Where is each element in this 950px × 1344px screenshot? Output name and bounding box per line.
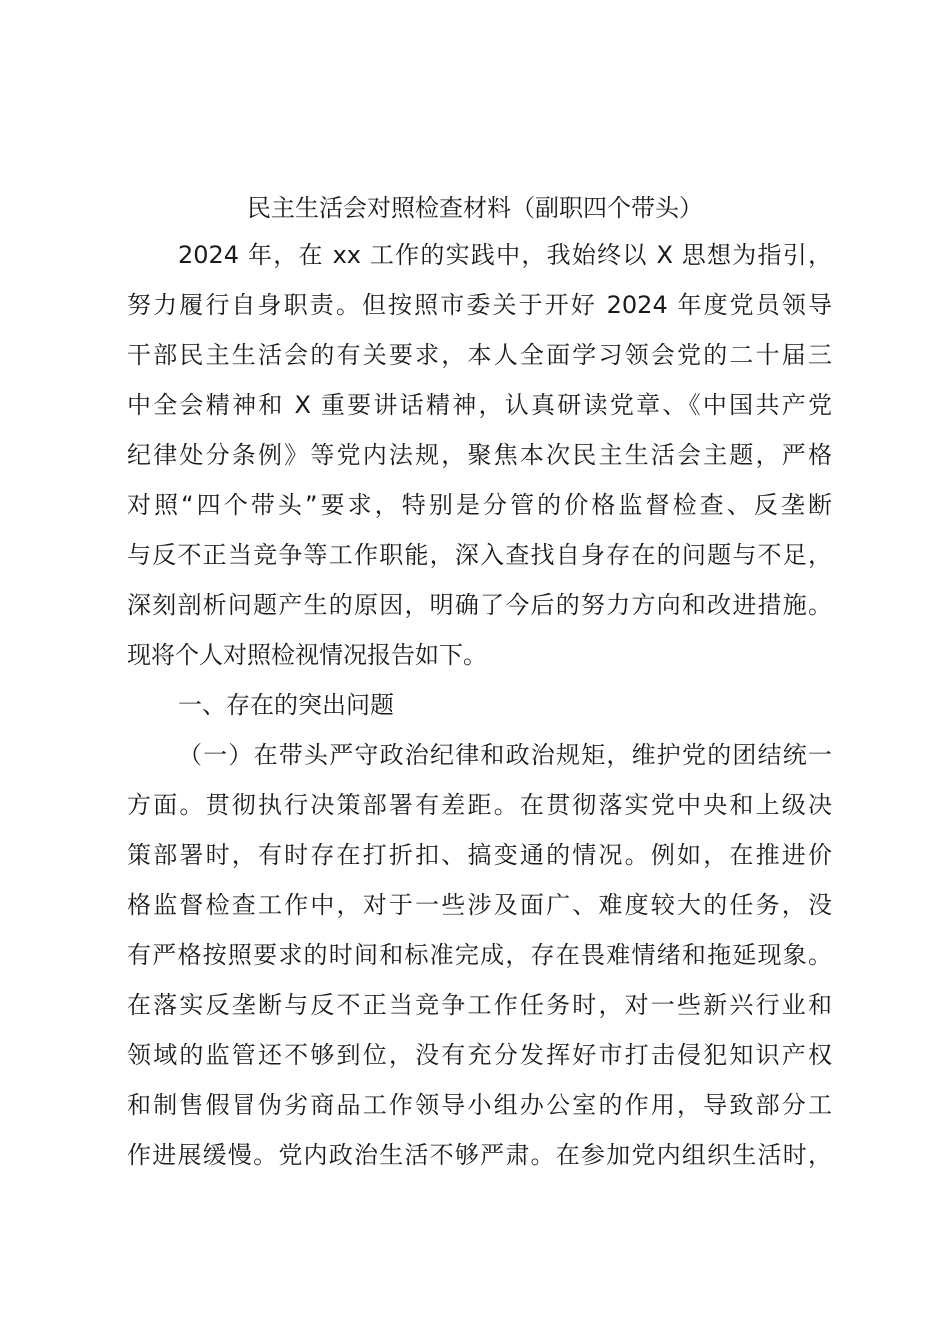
paragraph-line: 纪律处分条例》等党内法规，聚焦本次民主生活会主题，严格 [127, 441, 832, 469]
paragraph-line: 现将个人对照检视情况报告如下。 [127, 641, 487, 669]
document-title: 民主生活会对照检查材料（副职四个带头） [247, 194, 703, 222]
paragraph-line: 方面。贯彻执行决策部署有差距。在贯彻落实党中央和上级决 [127, 791, 832, 819]
paragraph-line: 领域的监管还不够到位，没有充分发挥好市打击侵犯知识产权 [127, 1041, 832, 1069]
paragraph-line: 对照“四个带头”要求，特别是分管的价格监督检查、反垄断 [127, 491, 832, 519]
paragraph-line: （一）在带头严守政治纪律和政治规矩，维护党的团结统一 [178, 741, 832, 769]
paragraph-line: 有严格按照要求的时间和标准完成，存在畏难情绪和拖延现象。 [127, 941, 832, 969]
paragraph-line: 作进展缓慢。党内政治生活不够严肃。在参加党内组织生活时， [127, 1141, 832, 1169]
section-heading: 一、存在的突出问题 [178, 691, 394, 719]
paragraph-line: 深刻剖析问题产生的原因，明确了今后的努力方向和改进措施。 [127, 591, 832, 619]
paragraph-line: 2024 年，在 xx 工作的实践中，我始终以 X 思想为指引， [178, 241, 832, 269]
paragraph-line: 努力履行自身职责。但按照市委关于开好 2024 年度党员领导 [127, 291, 832, 319]
paragraph-line: 格监督检查工作中，对于一些涉及面广、难度较大的任务，没 [127, 891, 832, 919]
paragraph-line: 干部民主生活会的有关要求，本人全面学习领会党的二十届三 [127, 341, 832, 369]
paragraph-line: 策部署时，有时存在打折扣、搞变通的情况。例如，在推进价 [127, 841, 832, 869]
paragraph-line: 与反不正当竞争等工作职能，深入查找自身存在的问题与不足， [127, 541, 832, 569]
paragraph-line: 和制售假冒伪劣商品工作领导小组办公室的作用，导致部分工 [127, 1091, 832, 1119]
paragraph-line: 中全会精神和 X 重要讲话精神，认真研读党章、《中国共产党 [127, 391, 832, 419]
paragraph-line: 在落实反垄断与反不正当竞争工作任务时，对一些新兴行业和 [127, 991, 832, 1019]
